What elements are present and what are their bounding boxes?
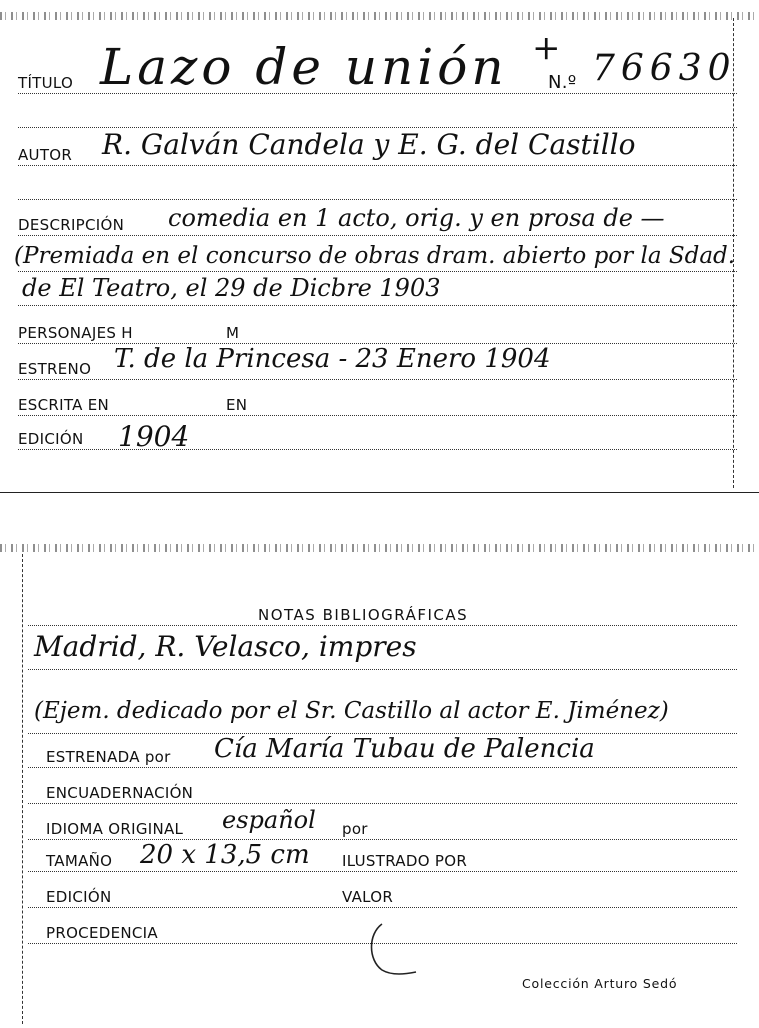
notas-heading: NOTAS BIBLIOGRÁFICAS <box>258 606 469 624</box>
descripcion-line-3: de El Teatro, el 29 de Dicbre 1903 <box>22 274 441 302</box>
number-label: N.º <box>548 72 577 93</box>
descripcion-line <box>18 234 737 236</box>
descripcion-line-2: (Premiada en el concurso de obras dram. abierto por la Sdad. <box>14 243 736 269</box>
personajes-m-label: M <box>226 324 240 342</box>
estrenada-label: ESTRENADA por <box>46 748 171 766</box>
autor-value: R. Galván Candela y E. G. del Castillo <box>102 128 636 161</box>
estrenada-line <box>28 766 737 768</box>
edicion-line <box>18 448 737 450</box>
personajes-h-label: PERSONAJES H <box>18 324 133 342</box>
descripcion-line-2-rule <box>18 270 737 272</box>
valor-label: VALOR <box>342 888 394 906</box>
note-dedicatoria: (Ejem. dedicado por el Sr. Castillo al actor E. Jiménez) <box>34 698 669 724</box>
estreno-label: ESTRENO <box>18 360 92 378</box>
estreno-value: T. de la Princesa - 23 Enero 1904 <box>114 344 551 374</box>
escrita-en-2-label: EN <box>226 396 248 414</box>
torn-top-edge-back <box>0 544 759 552</box>
catalog-card-back <box>0 540 759 1028</box>
descripcion-label: DESCRIPCIÓN <box>18 216 125 234</box>
notas-line <box>28 624 737 626</box>
idioma-value: español <box>222 806 316 834</box>
autor-line <box>18 164 737 166</box>
edicion-label: EDICIÓN <box>18 430 84 448</box>
titulo-label: TÍTULO <box>18 74 74 92</box>
autor-label: AUTOR <box>18 146 73 164</box>
tamano-value: 20 x 13,5 cm <box>140 840 310 870</box>
estreno-line <box>18 378 737 380</box>
descripcion-line-3-rule <box>18 304 737 306</box>
edicion-back-line <box>28 906 737 908</box>
edicion-value: 1904 <box>118 420 190 453</box>
ilustrado-label: ILUSTRADO POR <box>342 852 468 870</box>
idioma-line <box>28 838 737 840</box>
note-imprenta: Madrid, R. Velasco, impres <box>34 630 417 663</box>
card-left-margin-line <box>22 554 23 1024</box>
torn-top-edge <box>0 12 759 20</box>
idioma-label: IDIOMA ORIGINAL <box>46 820 184 838</box>
estrenada-value: Cía María Tubau de Palencia <box>214 734 595 764</box>
escrita-en-label: ESCRITA EN <box>18 396 110 414</box>
tamano-line <box>28 870 737 872</box>
catalog-number: 76630 <box>592 48 737 89</box>
idioma-por-label: por <box>342 820 368 838</box>
encuadernacion-line <box>28 802 737 804</box>
note-line-1 <box>28 668 737 670</box>
tamano-label: TAMAÑO <box>46 852 113 870</box>
blank-line-2 <box>18 198 737 200</box>
pencil-scribble <box>362 920 422 980</box>
titulo-value: Lazo de unión <box>100 38 508 96</box>
procedencia-label: PROCEDENCIA <box>46 924 158 942</box>
titulo-line <box>18 92 737 94</box>
encuadernacion-label: ENCUADERNACIÓN <box>46 784 194 802</box>
edicion-back-label: EDICIÓN <box>46 888 112 906</box>
catalog-card-front <box>0 0 759 493</box>
dagger-mark: + <box>532 28 561 68</box>
descripcion-line-1: comedia en 1 acto, orig. y en prosa de — <box>168 204 665 232</box>
escrita-line <box>18 414 737 416</box>
collection-stamp: Colección Arturo Sedó <box>522 976 678 991</box>
